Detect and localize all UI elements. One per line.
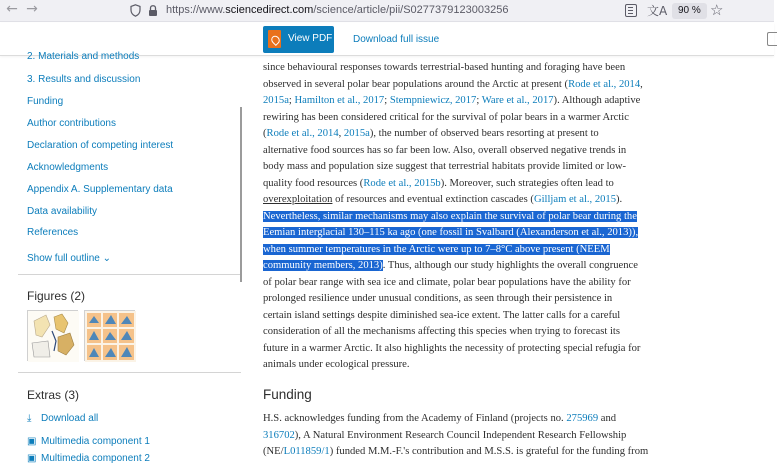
text-line (263, 192, 774, 209)
text-span: ; (476, 95, 482, 106)
text-span: consideration of all the mechanisms affecting this species when trying to forecast its (263, 326, 620, 337)
outline-item-funding[interactable]: Funding (27, 96, 64, 107)
text-span: certain island settings despite diminished sea-ice extent. The latter calls for a careful (263, 309, 621, 321)
citation-link[interactable]: community members, 2013 (263, 260, 380, 271)
text-span: overexploitation (263, 194, 333, 205)
text-span: ). Although adaptive (553, 95, 641, 106)
text-span: of resources and eventual extinction cascades ( (332, 194, 534, 205)
view-pdf-label: View PDF (288, 33, 333, 44)
multimedia-component-2-label: Multimedia component 2 (41, 453, 150, 464)
article-body (263, 57, 774, 459)
outline-item-materials[interactable]: 2. Materials and methods (27, 51, 140, 62)
outline-item-data-availability[interactable]: Data availability (27, 206, 98, 217)
citation-link[interactable]: 2015a (263, 95, 289, 106)
text-line (263, 225, 774, 242)
text-line (263, 341, 774, 358)
citation-link[interactable]: Alexanderson et al., 2013 (519, 227, 629, 238)
citation-link[interactable]: Rode et al., 2015b (363, 177, 441, 189)
text-line (263, 60, 774, 77)
citation-link[interactable]: NEEM (579, 243, 610, 255)
outline-item-author-contributions[interactable]: Author contributions (27, 118, 116, 129)
text-line (263, 324, 774, 341)
citation-link[interactable]: Rode et al., 2014 (266, 128, 339, 139)
outline-item-references[interactable]: References (27, 227, 79, 238)
bookmark-star-icon[interactable]: ☆ (710, 1, 724, 19)
pdf-icon (268, 30, 281, 48)
citation-link[interactable]: 316702 (263, 429, 295, 441)
text-span: , (338, 128, 344, 139)
text-span: ; (288, 95, 295, 106)
multimedia-component-1-label: Multimedia component 1 (41, 436, 150, 447)
text-line (263, 357, 774, 374)
text-span: Eemian interglacial 130–115 ka ago (one fossil in Svalbard ( (263, 227, 520, 238)
citation-link[interactable]: Hamilton et al., 2017 (294, 95, 385, 106)
text-span: ; (384, 95, 390, 106)
text-span: (NE/ (263, 446, 284, 457)
text-span: prolonged resilience under unusual conditions, as seen through their persistence in (263, 293, 613, 304)
download-full-issue-link[interactable]: Download full issue (353, 34, 440, 45)
citation-link[interactable]: 2015a (343, 128, 370, 139)
text-span: alternative food sources has so far been low. Also, overall observed negative trends in (263, 144, 627, 156)
text-line (263, 428, 774, 445)
sidebar-scroll-indicator[interactable] (240, 107, 242, 282)
text-line (263, 110, 774, 127)
figure-thumbnail-2[interactable] (84, 310, 135, 361)
text-line (263, 275, 774, 292)
zoom-level-badge[interactable]: 90 % (672, 3, 707, 19)
citation-link[interactable]: 275969 (566, 413, 599, 424)
text-span: rewiring has been considered critical for the survival of polar bears in a warmer Arctic (263, 111, 629, 123)
back-icon[interactable]: ← (6, 1, 18, 17)
citation-link[interactable]: Rode et al., 2014 (568, 78, 641, 90)
citation-link[interactable]: Stempniewicz, 2017 (389, 95, 477, 106)
text-line (263, 159, 774, 176)
outline-item-competing-interest[interactable]: Declaration of competing interest (27, 140, 174, 151)
text-span: . Thus, although our study highlights the overall congruence (382, 260, 638, 271)
figure-thumbnail-1[interactable] (27, 310, 78, 361)
multimedia-component-1-link[interactable] (27, 436, 150, 447)
text-span: animals under ecological pressure. (263, 359, 410, 370)
funding-heading: Funding (263, 387, 312, 402)
forward-icon[interactable]: → (26, 1, 38, 17)
text-line (263, 77, 774, 94)
text-span: future in a warmer Arctic. It also highlights the necessity of protecting special refugia for (263, 342, 641, 354)
text-span: quality food resources ( (263, 177, 364, 189)
text-line (263, 93, 774, 110)
discussion-paragraph (263, 60, 774, 374)
text-span: )), (628, 227, 639, 238)
multimedia-icon: ▣ (27, 453, 37, 464)
sidebar (0, 51, 241, 464)
text-line (263, 291, 774, 308)
text-span: ). (616, 194, 623, 205)
text-span: Nevertheless, similar mechanisms may also explain the survival of polar bear during the (263, 210, 637, 222)
outline-item-acknowledgments[interactable]: Acknowledgments (27, 162, 109, 173)
browser-url-row (0, 0, 774, 22)
sidebar-divider (18, 274, 241, 275)
url-text[interactable]: https://www.sciencedirect.com/science/article/pii/S0277379123003256 (166, 4, 509, 16)
show-full-outline-link[interactable] (27, 253, 111, 264)
text-line (263, 444, 774, 461)
download-all-label: Download all (41, 413, 99, 424)
show-full-outline-label: Show full outline (27, 253, 100, 264)
lock-icon[interactable] (148, 4, 158, 17)
text-span: H.S. acknowledges funding from the Academy of Finland (projects no. (263, 413, 567, 424)
text-line (263, 209, 774, 226)
shield-icon[interactable] (130, 4, 141, 17)
text-line (263, 258, 774, 275)
text-span: ). Moreover, such strategies often lead to (440, 177, 614, 189)
text-span: of polar bear range with sea ice and climate, polar bear populations have the ability for (263, 276, 631, 288)
outline-item-appendix[interactable]: Appendix A. Supplementary data (27, 184, 173, 195)
figure-2-preview-icon (85, 311, 136, 362)
address-bar[interactable] (120, 0, 765, 22)
funding-paragraph (263, 411, 774, 461)
text-line (263, 176, 774, 193)
text-line (263, 126, 774, 143)
text-span: , (640, 78, 643, 90)
extras-heading: Extras (3) (27, 388, 80, 402)
text-span: body mass and population size suggest that terrestrial habitats provide limited or low- (263, 161, 627, 172)
translate-icon[interactable]: 文A (647, 4, 668, 18)
figures-heading: Figures (2) (27, 289, 86, 303)
figure-1-preview-icon (28, 311, 79, 362)
text-span: ) (379, 260, 383, 271)
text-span: since behavioural responses towards terrestrial-based hunting and foraging have been (263, 62, 626, 73)
citation-link[interactable]: L011859/1 (283, 446, 330, 457)
text-span: ( (263, 128, 267, 139)
citation-link[interactable]: Gilljam et al., 2015 (533, 194, 617, 205)
toolbar-edge-control[interactable] (767, 32, 777, 46)
chevron-down-icon: ⌄ (102, 253, 111, 264)
text-span: and (598, 413, 617, 424)
text-line (263, 411, 774, 428)
sidebar-divider (18, 372, 241, 373)
download-all-link[interactable] (27, 413, 98, 424)
reader-view-icon[interactable] (625, 4, 637, 17)
text-span: observed in several polar bear populations around the Arctic at present ( (263, 78, 569, 90)
download-icon: ⤓ (27, 413, 32, 424)
multimedia-component-2-link[interactable] (27, 453, 150, 464)
text-span: ) funded M.M.-F.'s contribution and M.S.S. is grateful for the funding from (329, 446, 649, 457)
text-span: ), A Natural Environment Research Council Independent Research Fellowship (294, 429, 627, 441)
text-line (263, 242, 774, 259)
view-pdf-button[interactable] (263, 26, 334, 53)
citation-link[interactable]: Ware et al., 2017 (481, 95, 554, 106)
multimedia-icon: ▣ (27, 436, 37, 447)
text-line (263, 308, 774, 325)
outline-item-results[interactable]: 3. Results and discussion (27, 74, 141, 85)
text-span: when summer temperatures in the Arctic were up to 7–8°C above present ( (263, 243, 580, 255)
text-span: ), the number of observed bears resorting at present to (369, 128, 599, 139)
text-line (263, 143, 774, 160)
